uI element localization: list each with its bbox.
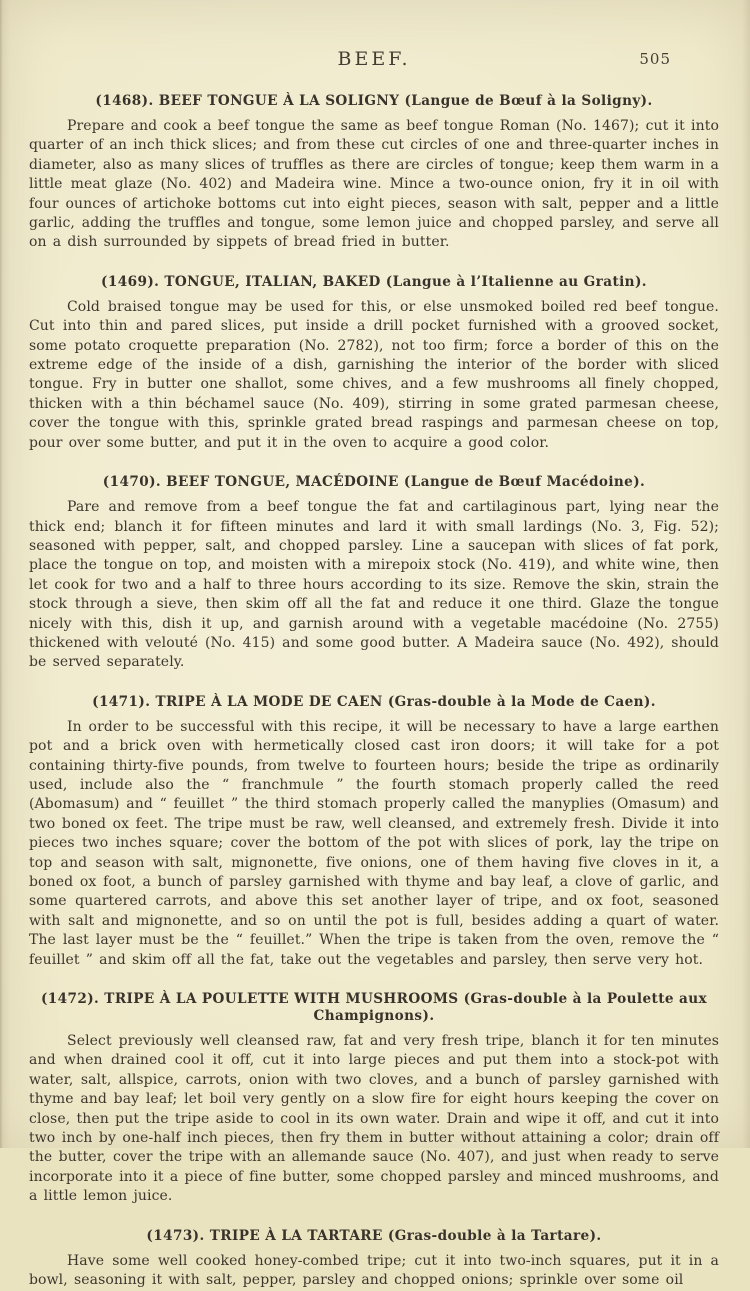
recipe-section-1468 [29, 93, 719, 253]
recipe-body: Have some well cooked honey-combed tripe; cut it into two-inch squares, put it in a bowl, seasoning it with salt, pepper, parsley and chopped onions; sprinkle over some oil [29, 1252, 719, 1289]
recipe-section-1471 [29, 694, 719, 970]
page-number: 505 [639, 50, 671, 68]
recipe-heading: (1468). BEEF TONGUE À LA SOLIGNY (Langue de Bœuf à la Soligny). [95, 93, 653, 109]
recipe-body: Pare and remove from a beef tongue the fat and cartilaginous part, lying near the thick end; blanch it for fifteen minutes and lard it with small lardings (No. 3, Fig. 52); seasoned with pepper, salt, and chopped parsley. Line a saucepan with slices of fat pork, place the tongue on top, and moisten with a mirepoix stock (No. 419), and white wine, then let cook for two and a half to three hours according to its size. Remove the skin, strain the stock through a sieve, then skim off all the fat and reduce it one third. Glaze the tongue nicely with this, dish it up, and garnish around with a vegetable macédoine (No. 2755) thickened with velouté (No. 415) and some good butter. A Madeira sauce (No. 492), should be served separately. [29, 499, 719, 671]
page-content [29, 0, 719, 1291]
chapter-running-head: BEEF. [337, 48, 411, 70]
recipe-heading: (1473). TRIPE À LA TARTARE (Gras-double à la Tartare). [146, 1227, 602, 1244]
recipe-heading: (1472). TRIPE À LA POULETTE WITH MUSHROOMS (Gras-double à la Poulette aux Champignons). [40, 991, 708, 1025]
recipe-body: Select previously well cleansed raw, fat and very fresh tripe, blanch it for ten minutes and when drained cool it off, cut it into large pieces and put them into a stock-pot with water, salt, allspice, carrots, onion with two cloves, and a bunch of parsley garnished with thyme and bay leaf; let boil very gently on a slow fire for eight hours keeping the cover on close, then put the tripe aside to cool in its own water. Drain and wipe it off, and cut it into two inch by one-half inch pieces, then fry them in butter without attaining a color; drain off the butter, cover the tripe with an allemande sauce (No. 407), and just when ready to serve incorporate into it a piece of fine butter, some chopped parsley and minced mushrooms, and a little lemon juice. [29, 1033, 719, 1205]
running-header [29, 48, 719, 72]
recipe-body: Cold braised tongue may be used for this, or else unsmoked boiled red beef tongue. Cut into thin and pared slices, put inside a drill pocket furnished with a grooved socket, some potato croquette preparation (No. 2782), not too firm; force a border of this on the extreme edge of the inside of a dish, garnishing the interior of the border with sliced tongue. Fry in butter one shallot, some chives, and a few mushrooms all finely chopped, thicken with a thin béchamel sauce (No. 409), stirring in some grated parmesan cheese, cover the tongue with this, sprinkle grated bread raspings and parmesan cheese on top, pour over some butter, and put it in the oven to acquire a good color. [29, 298, 719, 451]
recipe-section-1470 [29, 474, 719, 673]
recipe-heading: (1470). BEEF TONGUE, MACÉDOINE (Langue de Bœuf Macédoine). [102, 474, 646, 491]
recipe-heading: (1471). TRIPE À LA MODE DE CAEN (Gras-double à la Mode de Caen). [92, 693, 656, 710]
recipe-heading: (1469). TONGUE, ITALIAN, BAKED (Langue à l’Italienne au Gratin). [101, 273, 647, 290]
recipe-body: In order to be successful with this recipe, it will be necessary to have a large earthen pot and a brick oven with hermetically closed cast iron doors; it will take for a pot containing thirty-five pounds, from twelve to fourteen hours; beside the tripe as ordinarily used, include also the “ franchmule ” the fourth stomach properly called the reed (Abomasum) and “ feuillet ” the third stomach properly called the manyplies (Omasum) and two boned ox feet. The tripe must be raw, well cleansed, and extremely fresh. Divide it into pieces two inches square; cover the bottom of the pot with slices of pork, lay the tripe on top and season with salt, mignonette, five onions, one of them having five cloves in it, a boned ox foot, a bunch of parsley garnished with thyme and bay leaf, a clove of garlic, and some quartered carrots, and above this set another layer of tripe, and ox foot, seasoned with salt and mignonette, and so on until the pot is full, besides adding a quart of water. The last layer must be the “ feuillet.” When the tripe is taken from the oven, remove the “ feuillet ” and skim off all the fat, take out the vegetables and parsley, then serve very hot. [29, 718, 719, 968]
recipe-section-1469 [29, 274, 719, 453]
recipe-section-1472 [29, 991, 719, 1207]
recipe-section-1473 [29, 1228, 719, 1291]
recipe-body: Prepare and cook a beef tongue the same as beef tongue Roman (No. 1467); cut it into quarter of an inch thick slices; and from these cut circles of one and three-quarter inches in diameter, also as many slices of truffles as there are circles of tongue; keep them warm in a little meat glaze (No. 402) and Madeira wine. Mince a two-ounce onion, fry it in oil with four ounces of artichoke bottoms cut into eight pieces, season with salt, pepper and a little garlic, adding the truffles and tongue, some lemon juice and chopped parsley, and serve all on a dish surrounded by sippets of bread fried in butter. [29, 118, 719, 251]
